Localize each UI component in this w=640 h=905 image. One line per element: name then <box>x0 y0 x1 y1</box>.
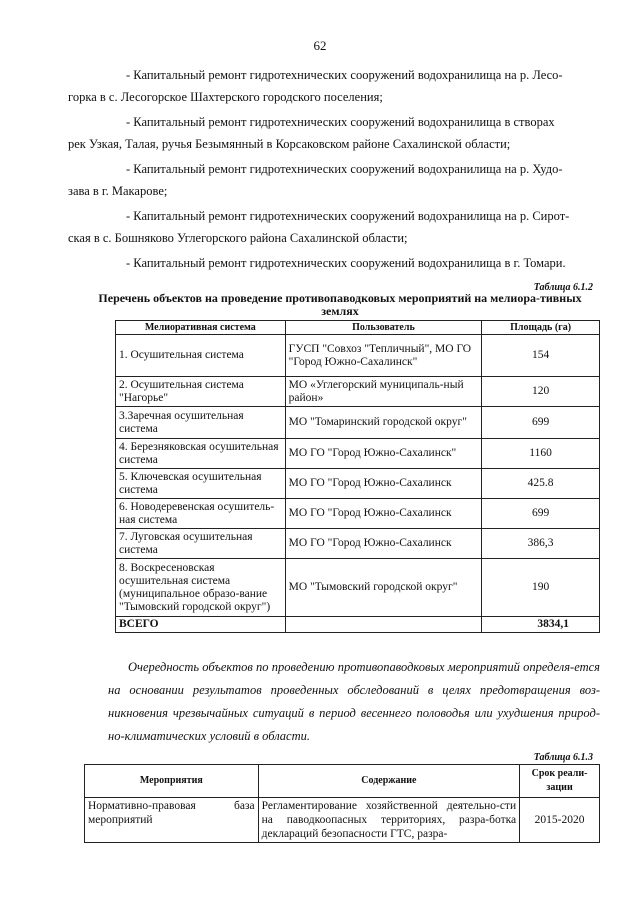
area-cell: 386,3 <box>482 529 600 559</box>
column-header: Мероприятия <box>85 765 259 798</box>
total-label: ВСЕГО <box>116 617 286 633</box>
bullet-item: - Капитальный ремонт гидротехнических сооружений водохранилища на р. Лесо- горка в с. Лесогорское Шахтерского городского поселения; <box>68 68 563 104</box>
system-cell: 4. Березняковская осушительная система <box>116 439 286 469</box>
system-cell: 2. Осушительная система "Нагорье" <box>116 377 286 407</box>
area-cell: 154 <box>482 335 600 377</box>
table-row <box>116 439 600 469</box>
total-value: 3834,1 <box>482 617 600 633</box>
user-cell: МО "Тымовский городской округ" <box>285 559 482 617</box>
table-1-label: Таблица 6.1.2 <box>533 282 593 293</box>
user-cell: МО ГО "Город Южно-Сахалинск" <box>285 439 482 469</box>
system-cell: 8. Воскресеновская осушительная система (муниципальное образо-вание "Тымовский городской округ") <box>116 559 286 617</box>
user-cell: ГУСП "Совхоз "Тепличный", МО ГО "Город Южно-Сахалинск" <box>285 335 482 377</box>
measure-cell: Нормативно-правовая база мероприятий <box>85 798 259 843</box>
bullet-item: - Капитальный ремонт гидротехнических сооружений водохранилища в створах рек Узкая, Талая, ручья Безымянный в Корсаковском районе Сахалинской области; <box>68 115 555 151</box>
table-row <box>116 529 600 559</box>
system-cell: 6. Новодеревенская осушитель-ная система <box>116 499 286 529</box>
table-row <box>116 377 600 407</box>
period-cell: 2015-2020 <box>520 798 600 843</box>
total-empty-cell <box>285 617 482 633</box>
melioration-table <box>115 320 600 633</box>
measures-table <box>84 764 600 843</box>
page-number: 62 <box>313 38 327 53</box>
user-cell: МО "Томаринский городской округ" <box>285 407 482 439</box>
table-row <box>116 335 600 377</box>
area-cell: 120 <box>482 377 600 407</box>
user-cell: МО ГО "Город Южно-Сахалинск <box>285 529 482 559</box>
total-row <box>116 617 600 633</box>
system-cell: 5. Ключевская осушительная система <box>116 469 286 499</box>
table-1-title: Перечень объектов на проведение противопаводковых мероприятий на мелиора-тивных землях <box>98 291 582 318</box>
column-header: Пользователь <box>285 321 482 335</box>
table-2-label: Таблица 6.1.3 <box>533 752 593 763</box>
column-header: Площадь (га) <box>482 321 600 335</box>
system-cell: 1. Осушительная система <box>116 335 286 377</box>
column-header: Срок реали-зации <box>520 765 600 798</box>
bullet-item: - Капитальный ремонт гидротехнических сооружений водохранилища в г. Томари. <box>126 256 566 270</box>
user-cell: МО «Углегорский муниципаль-ный район» <box>285 377 482 407</box>
table-row <box>85 798 600 843</box>
priority-paragraph: Очередность объектов по проведению противопаводковых мероприятий определя-ется на основании результатов проведенных обследований в целях предотвращения воз-никновения чрезвычайных ситуаций в период весеннего половодья или ухудшения природ-но-климатических условий в области. <box>108 660 600 743</box>
table-header-row <box>116 321 600 335</box>
table-row <box>116 499 600 529</box>
bullet-list <box>68 64 600 277</box>
system-cell: 7. Луговская осушительная система <box>116 529 286 559</box>
bullet-item: - Капитальный ремонт гидротехнических сооружений водохранилища на р. Сирот- ская в с. Бошняково Углегорского района Сахалинской области; <box>68 209 570 245</box>
user-cell: МО ГО "Город Южно-Сахалинск <box>285 469 482 499</box>
area-cell: 425.8 <box>482 469 600 499</box>
column-header: Мелиоративная система <box>116 321 286 335</box>
column-header: Содержание <box>258 765 519 798</box>
user-cell: МО ГО "Город Южно-Сахалинск <box>285 499 482 529</box>
content-cell: Регламентирование хозяйственной деятельно-сти на паводкоопасных территориях, разра-ботка деклараций безопасности ГТС, разра- <box>258 798 519 843</box>
table-row <box>116 407 600 439</box>
table-row <box>116 469 600 499</box>
bullet-item: - Капитальный ремонт гидротехнических сооружений водохранилища на р. Худо- зава в г. Макарове; <box>68 162 563 198</box>
area-cell: 699 <box>482 407 600 439</box>
table-row <box>116 559 600 617</box>
area-cell: 190 <box>482 559 600 617</box>
area-cell: 699 <box>482 499 600 529</box>
system-cell: 3.Заречная осушительная система <box>116 407 286 439</box>
area-cell: 1160 <box>482 439 600 469</box>
table-header-row <box>85 765 600 798</box>
